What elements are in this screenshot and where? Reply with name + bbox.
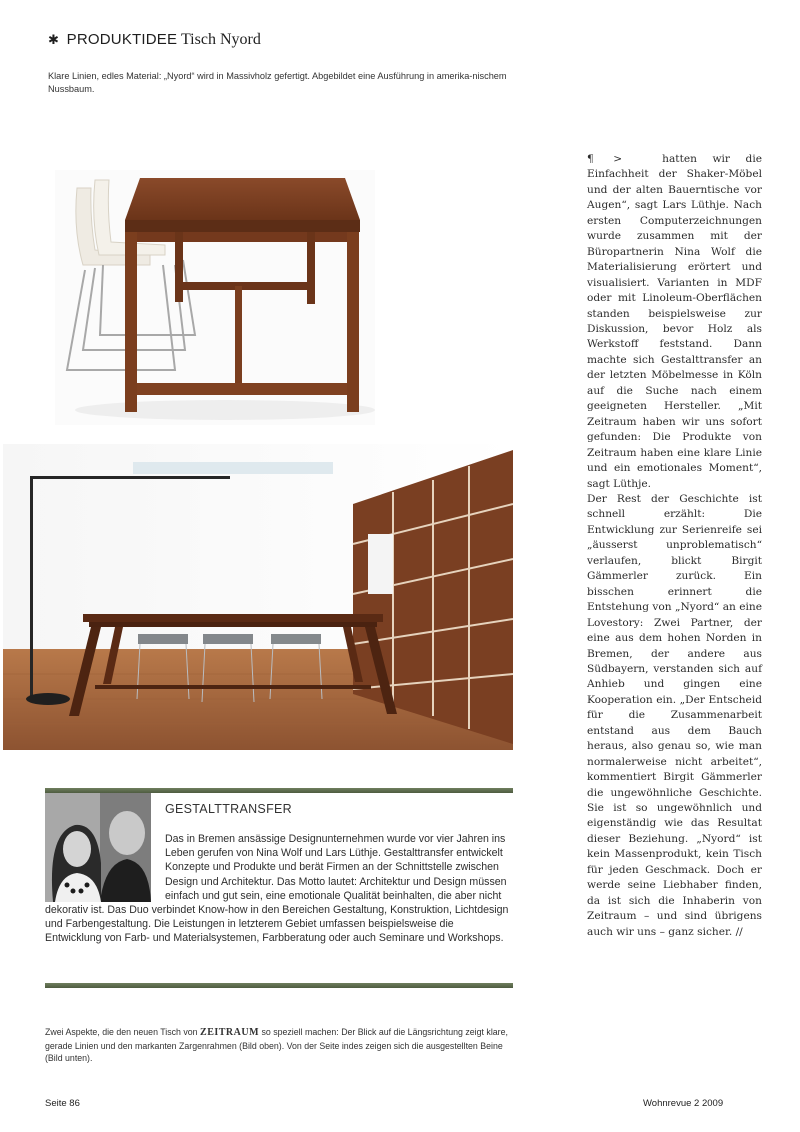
photo-table-side-view — [55, 170, 375, 425]
caption-bottom: Zwei Aspekte, die den neuen Tisch von ZEITRAUM so speziell machen: Der Blick auf die Längsrichtung zeigt klare, gerade Linien und den markanten Zargenrahmen (Bild oben). Von der Seite indes zeigen sich die ausgestellten Beine (Bild unten). — [45, 1027, 508, 1063]
box-rule-bottom — [45, 983, 513, 988]
section-kicker: PRODUKTIDEE — [66, 31, 178, 48]
room-illustration — [3, 444, 513, 750]
publication-issue: Wohnrevue 2 2009 — [643, 1098, 724, 1109]
article-paragraph: ¶ > hatten wir die Einfachheit der Shaker-Möbel und der alten Bauerntische vor Augen“, sagt Lars Lüthje. Nach ersten Computerzeichnungen wurde zusammen mit der Büropartnerin Nina Wolf die Materialisierung erörtert und visualisiert. Varianten in MDF oder mit Linoleum-Oberflächen standen beispielsweise zur Diskussion, bevor Holz als Werkstoff feststand. Dann machte sich Gestalttransfer an der letzten Möbelmesse in Köln auf die Suche nach einem geeigneten Hersteller. „Mit Zeitraum haben wir uns sofort gefunden: Die Produkte von Zeitraum haben eine klare Linie und ein emotionales Moment“, sagt Lüthje. — [587, 153, 762, 490]
table-side-illustration — [55, 170, 375, 425]
box-title: GESTALTTRANSFER — [165, 802, 292, 816]
photo-room-interior — [3, 444, 513, 750]
asterisk-star-icon: ✱ — [48, 33, 59, 48]
article-paragraph: Der Rest der Geschichte ist schnell erzählt: Die Entwicklung zur Serienreife sei „äusserst unproblematisch“ verlaufen, blickt Birgit Gämmerler zurück. Ein bisschen erinnert die Entstehung von „Nyord“ an eine Lovestory: Zwei Partner, der eine aus dem hohen Norden in Bremen, der andere aus Südbayern, verstanden sich auf Anhieb und gingen eine Kooperation ein. „Der Entscheid für die Zusammenarbeit entstand aus dem Bauch heraus, also genau so, wie man normalerweise nicht arbeitet“, kommentiert Birgit Gämmerler die ungewöhnliche Geschichte. Sie ist so ungewöhnlich und eigenständig wie das Resultat dieser Beziehung. „Nyord“ ist kein Massenprodukt, kein Tisch für jeden Geschmack. Doch er werde seine Liebhaber finden, da ist sich die Inhaberin von Zeitraum – und sind übrigens auch wir uns – ganz sicher. // — [587, 492, 762, 938]
article-title: Tisch Nyord — [180, 31, 261, 48]
continuation-mark: ¶ > — [587, 153, 625, 165]
page-header — [48, 31, 261, 49]
photo-wrap-spacer — [45, 832, 165, 902]
box-body: Das in Bremen ansässige Designunternehmen wurde vor vier Jahren ins Leben gerufen von Nina Wolf und Lars Lüthje. Gestalttransfer entwickelt Konzepte und Produkte und berät Firmen an der Schnittstelle zwischen Design und Architektur. Das Motto lautet: Architektur und Design müssen einfach und gut sein, eine emotionale Qualität beinhalten, die aber nicht dekorativ ist. Das Duo verbindet Know-how in den Bereichen Gestaltung, Konstruktion, Lichtdesign und Farbengestaltung. Die Leistungen in letzterem Gebiet umfassen beispielsweise die Entwicklung von Farb- und Materialsystemen, Farbberatung oder auch Seminare und Workshops. — [45, 833, 509, 945]
article-body-column — [587, 152, 762, 940]
caption-top: Klare Linien, edles Material: „Nyord“ wird in Massivholz gefertigt. Abgebildet eine Ausführung in amerika-nischem Nussbaum. — [48, 71, 507, 94]
page-number: Seite 86 — [45, 1098, 80, 1109]
brand-name: ZEITRAUM — [200, 1027, 260, 1038]
